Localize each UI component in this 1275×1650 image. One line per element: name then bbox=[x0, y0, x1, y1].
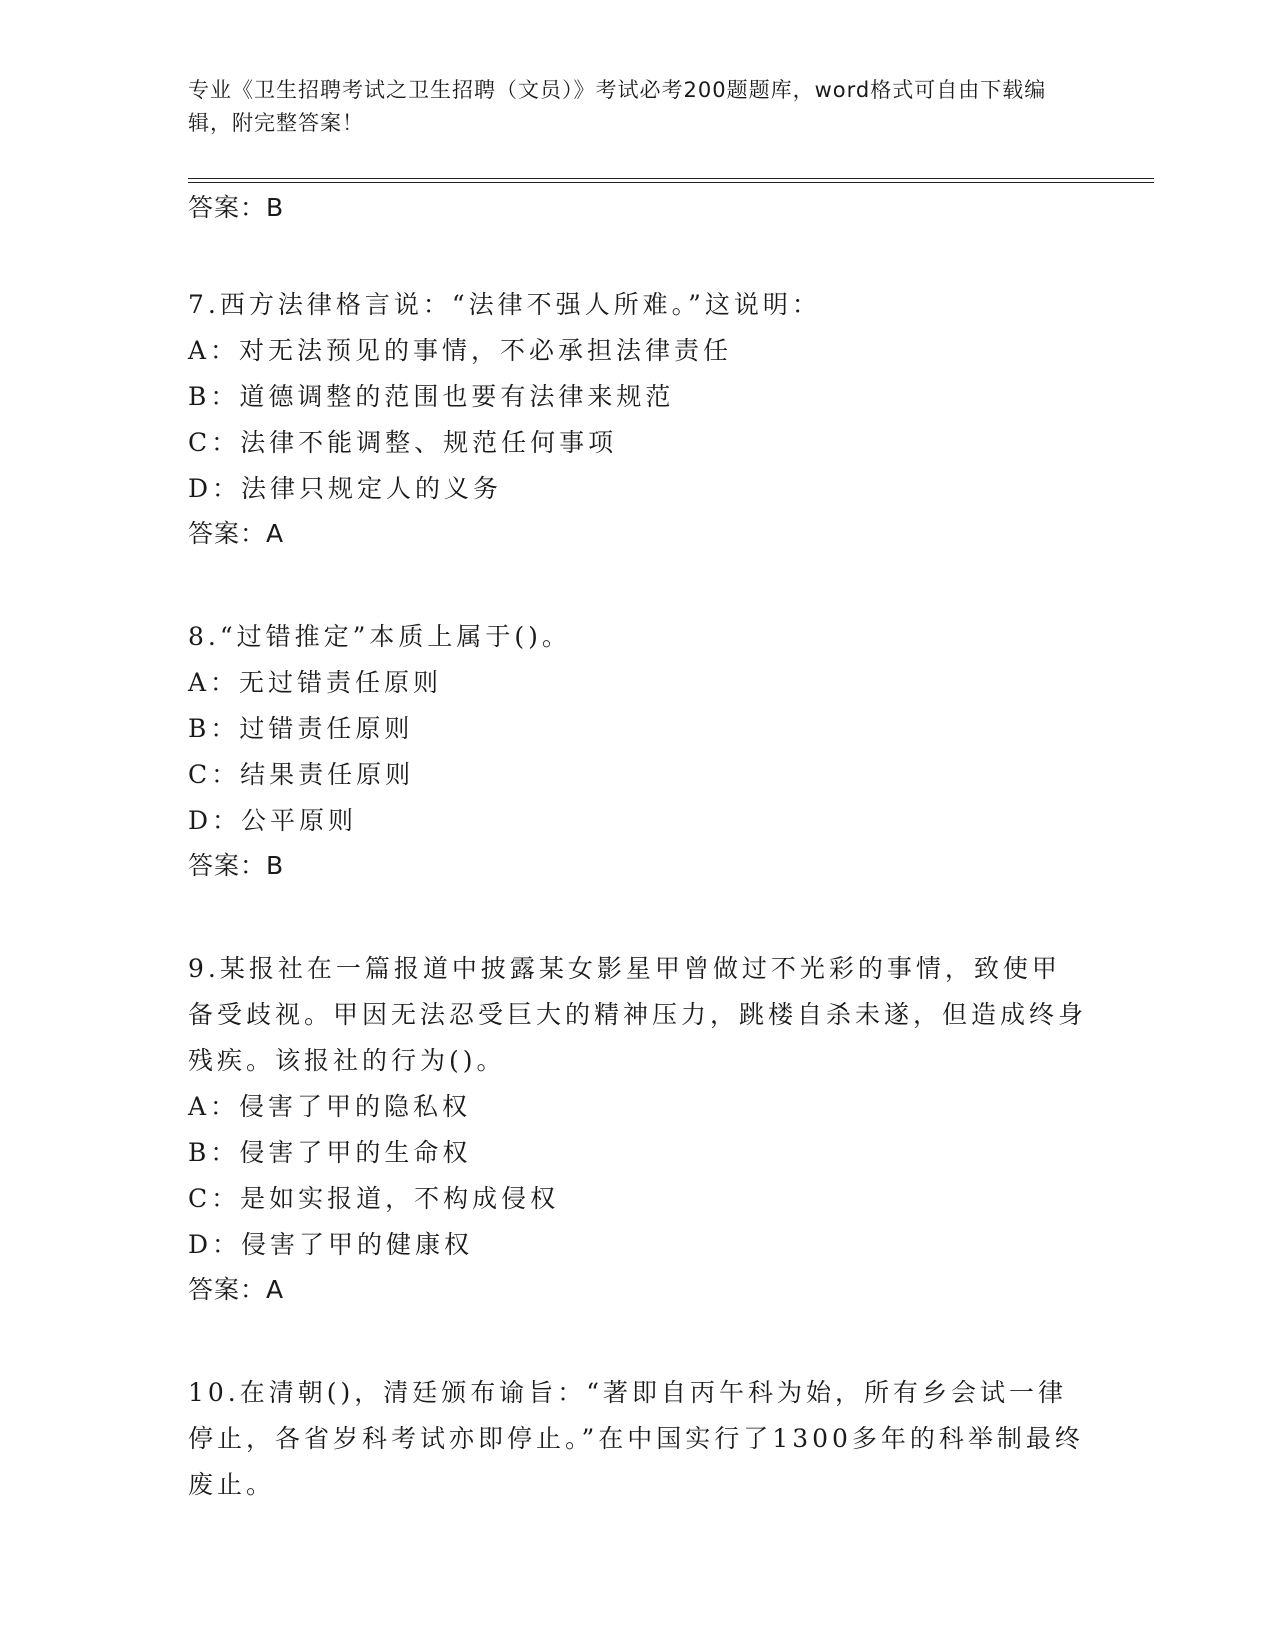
question-text: 8.“过错推定”本质上属于()。 bbox=[188, 622, 571, 651]
option-c: C：结果责任原则 bbox=[188, 760, 415, 789]
answer-label: 答案：B bbox=[188, 193, 285, 222]
option-b: B：侵害了甲的生命权 bbox=[188, 1138, 472, 1167]
document-body bbox=[188, 192, 1088, 1508]
option-b: B：过错责任原则 bbox=[188, 714, 414, 743]
page-header: 专业《卫生招聘考试之卫生招聘（文员）》考试必考200题题库，word格式可自由下载编辑，附完整答案！ bbox=[188, 78, 1047, 135]
question-text: 9.某报社在一篇报道中披露某女影星甲曾做过不光彩的事情，致使甲备受歧视。甲因无法忍受巨大的精神压力，跳楼自杀未遂，但造成终身残疾。该报社的行为()。 bbox=[188, 954, 1088, 1075]
question-text: 7.西方法律格言说：“法律不强人所难。”这说明： bbox=[188, 290, 821, 319]
option-d: D：法律只规定人的义务 bbox=[188, 474, 503, 503]
option-c: C：法律不能调整、规范任何事项 bbox=[188, 428, 618, 457]
question-8 bbox=[188, 614, 1088, 888]
question-10 bbox=[188, 1370, 1088, 1508]
option-a: A：对无法预见的事情，不必承担法律责任 bbox=[188, 336, 733, 365]
option-c: C：是如实报道，不构成侵权 bbox=[188, 1184, 560, 1213]
option-d: D：侵害了甲的健康权 bbox=[188, 1230, 474, 1259]
question-text: 10.在清朝()，清廷颁布谕旨：“著即自丙午科为始，所有乡会试一律停止，各省岁科考试亦即停止。”在中国实行了1300多年的科举制最终废止。 bbox=[188, 1378, 1084, 1499]
question-7 bbox=[188, 282, 1088, 556]
answer-label: 答案：A bbox=[188, 519, 285, 548]
option-a: A：侵害了甲的隐私权 bbox=[188, 1092, 472, 1121]
question-9 bbox=[188, 946, 1088, 1312]
option-d: D：公平原则 bbox=[188, 806, 358, 835]
answer-label: 答案：A bbox=[188, 1275, 285, 1304]
option-b: B：道德调整的范围也要有法律来规范 bbox=[188, 382, 675, 411]
answer-label: 答案：B bbox=[188, 851, 285, 880]
header-divider bbox=[188, 178, 1154, 183]
option-a: A：无过错责任原则 bbox=[188, 668, 443, 697]
